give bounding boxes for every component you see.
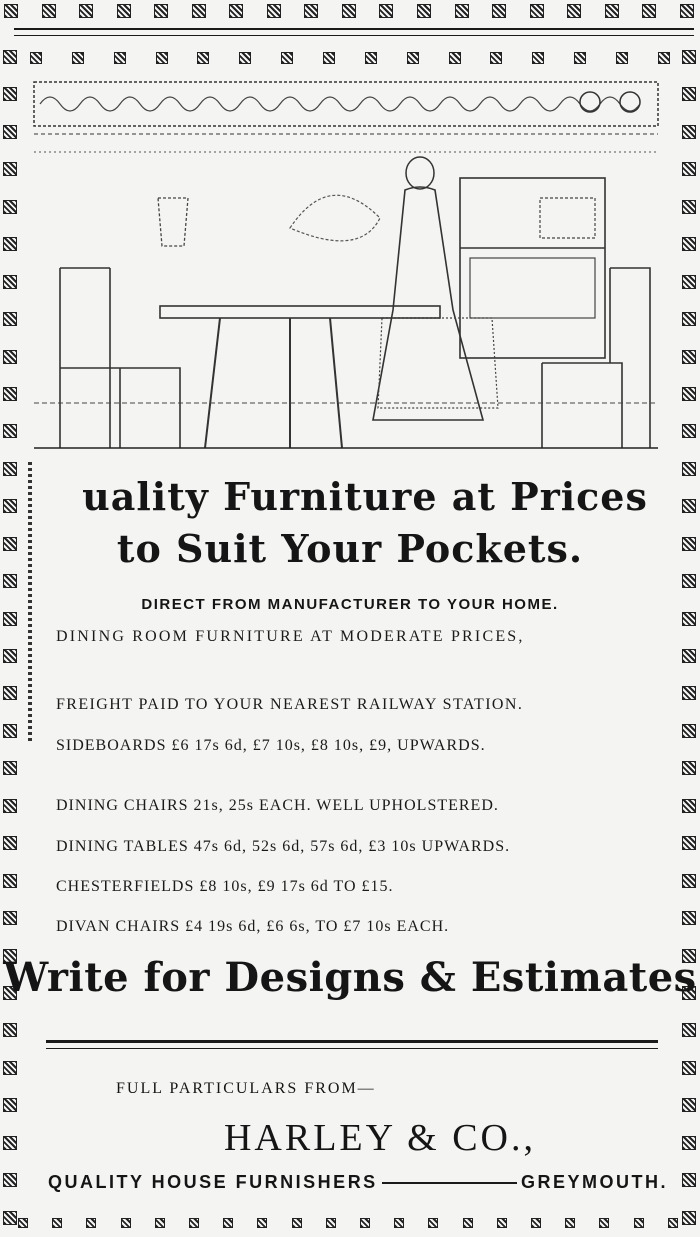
detail-line-3: SIDEBOARDS £6 17s 6d, £7 10s, £8 10s, £9, UPWARDS. (56, 737, 486, 754)
price-line-chesterfields: CHESTERFIELDS £8 10s, £9 17s 6d TO £15. (56, 878, 394, 895)
inner-ornament-border (30, 52, 670, 64)
call-to-action: Write for Designs & Estimates (3, 954, 697, 1001)
left-ornament-border (3, 50, 17, 1225)
headline-line-2: to Suit Your Pockets. (116, 526, 584, 571)
company-name: HARLEY & CO., (223, 1117, 537, 1159)
price-line-chairs: DINING CHAIRS 21s, 25s EACH. WELL UPHOLSTERED. (56, 797, 499, 814)
footer-line (48, 1172, 668, 1193)
footer-dash (382, 1182, 517, 1184)
detail-line-2: FREIGHT PAID TO YOUR NEAREST RAILWAY STATION. (56, 696, 524, 713)
tagline: DIRECT FROM MANUFACTURER TO YOUR HOME. (141, 596, 559, 613)
top-rule (14, 28, 694, 30)
detail-line-1: DINING ROOM FURNITURE AT MODERATE PRICES, (56, 628, 525, 645)
right-ornament-border (682, 50, 696, 1225)
dining-room-illustration (30, 78, 662, 456)
headline-line-1: uality Furniture at Prices (82, 474, 648, 519)
divider-rule-thin (46, 1048, 658, 1049)
trade-description: QUALITY HOUSE FURNISHERS (48, 1172, 378, 1192)
price-line-divans: DIVAN CHAIRS £4 19s 6d, £6 6s, TO £7 10s EACH. (56, 918, 450, 935)
town-name: GREYMOUTH. (520, 1172, 668, 1192)
price-line-tables: DINING TABLES 47s 6d, 52s 6d, 57s 6d, £3 10s UPWARDS. (56, 838, 511, 855)
bottom-ornament-border (18, 1218, 678, 1228)
divider-rule-thick (46, 1040, 658, 1043)
top-ornament-border (4, 4, 694, 18)
particulars-intro: FULL PARTICULARS FROM— (116, 1080, 376, 1097)
